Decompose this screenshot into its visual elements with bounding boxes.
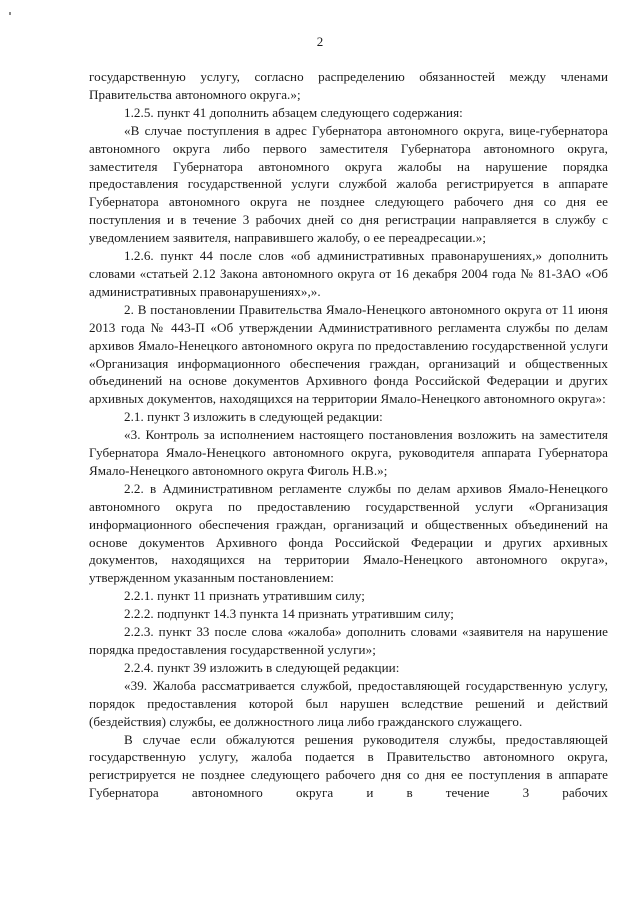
paragraph-5: 2. В постановлении Правительства Ямало-Ненецкого автономного округа от 11 июня 2013 года № 443-П «Об утверждении Административного регламента службы по делам архивов Ямало-Ненецкого автономного округа по предоставлению государственной услуги «Организация информационного обеспечения граждан, организаций и общественных объединений на основе документов Архивного фонда Российской Федерации и других архивных документов, находящихся на территории Ямало-Ненецкого автономного округа»: — [89, 301, 608, 407]
page-number: 2 — [316, 34, 324, 49]
paragraph-8: 2.2. в Административном регламенте службы по делам архивов Ямало-Ненецкого автономного округа по предоставлению государственной услуги «Организация информационного обеспечения граждан, организаций и общественных объединений на основе документов Архивного фонда Российской Федерации и других архивных документов, находящихся на территории Ямало-Ненецкого автономного округа», утвержденном указанным постановлением: — [89, 480, 608, 586]
paragraph-3: «В случае поступления в адрес Губернатора автономного округа, вице-губернатора автономного округа либо первого заместителя Губернатора автономного округа, заместителя Губернатора автономного округа жалобы на нарушение порядка предоставления государственной услуги службой жалоба регистрируется в аппарате Губернатора автономного округа не позднее следующего рабочего дня со дня ее поступления и в течение 3 рабочих дней со дня регистрации направляется в службу с уведомлением заявителя, направившего жалобу, о ее переадресации.»; — [89, 122, 608, 246]
paragraph-2: 1.2.5. пункт 41 дополнить абзацем следующего содержания: — [124, 104, 463, 120]
paragraph-9: 2.2.1. пункт 11 признать утратившим силу; — [124, 588, 365, 604]
paragraph-13: «39. Жалоба рассматривается службой, предоставляющей государственную услугу, порядок предоставления которой был нарушен вследствие решений и действий (бездействия) службы, ее должностного лица либо гражданского служащего. — [89, 677, 608, 729]
paragraph-12: 2.2.4. пункт 39 изложить в следующей редакции: — [124, 659, 400, 675]
paragraph-11: 2.2.3. пункт 33 после слова «жалоба» дополнить словами «заявителя на нарушение порядка предоставления государственной услуги»; — [89, 624, 608, 657]
paragraph-10: 2.2.2. подпункт 14.3 пункта 14 признать утратившим силу; — [124, 606, 454, 622]
paragraph-6: 2.1. пункт 3 изложить в следующей редакции: — [124, 409, 383, 425]
paragraph-7: «3. Контроль за исполнением настоящего постановления возложить на заместителя Губернатора Ямало-Ненецкого автономного округа, руководителя аппарата Губернатора Ямало-Ненецкого автономного округа Фиголь Н.В.»; — [89, 427, 608, 478]
paragraph-14: В случае если обжалуются решения руководителя службы, предоставляющей государственную услугу, жалоба подается в Правительство автономного округа, регистрируется не позднее следующего рабочего дня со дня ее поступления в аппарате Губернатора автономного округа и в течение 3 рабочих — [89, 731, 608, 801]
paragraph-4: 1.2.6. пункт 44 после слов «об административных правонарушениях,» дополнить словами «статьей 2.12 Закона автономного округа от 16 декабря 2004 года № 81-ЗАО «Об административных правонарушениях»,». — [89, 248, 608, 299]
scan-mark — [9, 12, 11, 15]
document-body — [89, 68, 608, 802]
paragraph-1: государственную услугу, согласно распределению обязанностей между членами Правительства автономного округа.»; — [89, 69, 608, 102]
